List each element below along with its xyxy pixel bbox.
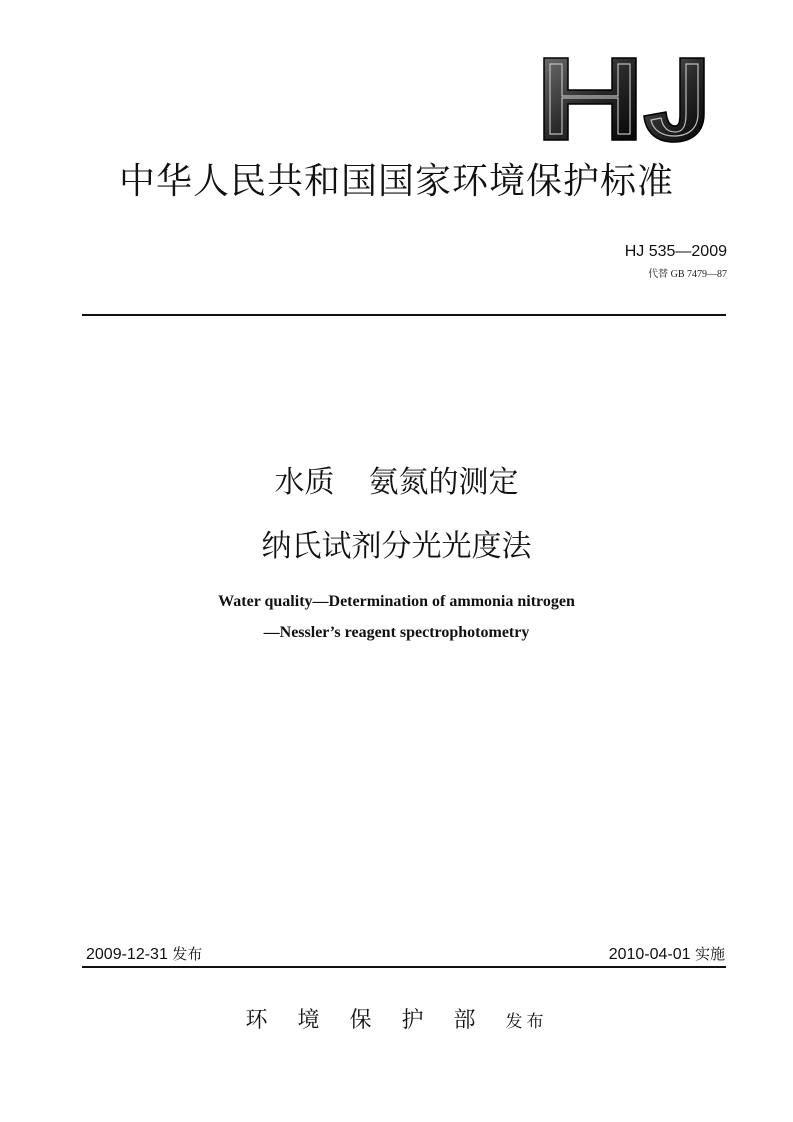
hj-logo <box>540 52 710 144</box>
implement-date: 2010-04-01 <box>608 946 691 963</box>
title-cn-line1 <box>0 463 793 503</box>
standard-code: HJ 535—2009 <box>624 243 727 260</box>
implement-date-block <box>609 944 725 965</box>
issuer-name: 环境保护部 <box>245 1008 506 1033</box>
header-divider <box>82 314 726 316</box>
title-en-line1: Water quality—Determination of ammonia nitrogen <box>218 593 575 610</box>
title-en-line2: —Nessler’s reagent spectrophotometry <box>263 624 530 641</box>
issue-date-block <box>86 944 202 965</box>
title-cn-line2: 纳氏试剂分光光度法 <box>261 529 532 564</box>
issue-label: 发布 <box>172 945 203 963</box>
issuer-line <box>0 1006 793 1037</box>
logo-letter-h <box>544 58 636 140</box>
issue-date: 2009-12-31 <box>86 946 168 963</box>
hj-logo-graphic <box>540 52 710 144</box>
title-cn-subject: 水质 <box>274 465 335 500</box>
footer-divider <box>82 966 726 968</box>
replaces-standard: 代替 GB 7479—87 <box>648 269 727 280</box>
standard-organization-title: 中华人民共和国国家环境保护标准 <box>118 161 674 202</box>
title-cn-topic: 氨氮的测定 <box>368 465 519 500</box>
logo-letter-j <box>644 58 704 142</box>
implement-label: 实施 <box>694 945 725 963</box>
issuer-action: 发布 <box>505 1012 548 1032</box>
